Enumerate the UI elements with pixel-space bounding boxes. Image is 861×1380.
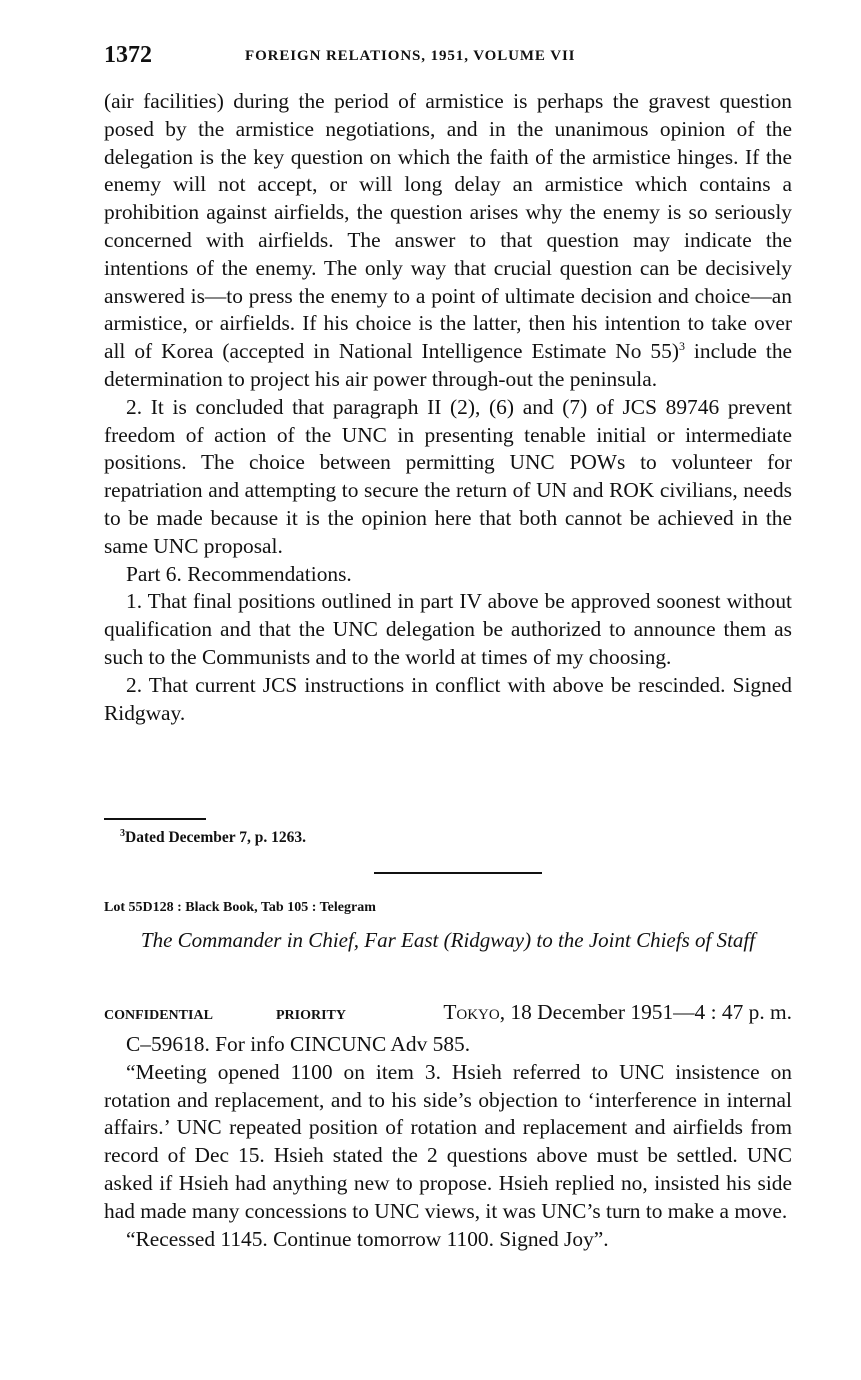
- place: Tokyo,: [443, 1000, 506, 1024]
- classification: CONFIDENTIAL: [104, 1008, 213, 1023]
- paragraph-conclusion: 2. It is concluded that paragraph II (2), (6) and (7) of JCS 89746 prevent freedom of action of the UNC in presenting tenable initial or intermediate positions. The choice between permitting UNC POWs to volunteer for repatriation and attempting to secure the return of UN and ROK civilians, needs to be made because it is the opinion here that both cannot be achieved in the same UNC proposal.: [104, 394, 792, 558]
- footnote: [120, 828, 306, 847]
- running-head: FOREIGN RELATIONS, 1951, VOLUME VII: [245, 48, 576, 64]
- document-title: The Commander in Chief, Far East (Ridgway) to the Joint Chiefs of Staff: [140, 928, 756, 952]
- footnote-reference: 3: [678, 339, 685, 354]
- body-text: [104, 88, 792, 727]
- date-time: 18 December 1951—4 : 47 p. m.: [505, 1000, 792, 1024]
- page-number: 1372: [104, 42, 152, 68]
- footnote-marker: 3: [120, 828, 125, 839]
- footnote-text: Dated December 7, p. 1263.: [125, 829, 306, 847]
- paragraph-air-facilities-end: include the determination to project his air power through-out the peninsula.: [104, 339, 793, 391]
- footnote-divider: [104, 818, 206, 820]
- telegram-reference: C–59618. For info CINCUNC Adv 585.: [126, 1032, 471, 1056]
- place-and-date: [443, 1000, 792, 1025]
- recommendation-1: 1. That final positions outlined in part IV above be approved soonest without qualification and that the UNC delegation be authorized to announce them as such to the Communists and to the world at times of my choosing.: [104, 589, 792, 669]
- priority: PRIORITY: [276, 1008, 347, 1023]
- telegram-paragraph-1: “Meeting opened 1100 on item 3. Hsieh referred to UNC insistence on rotation and replacement, and to his side’s objection to ‘interference in internal affairs.’ UNC repeated position of rotation and replacement and airfields from record of Dec 15. Hsieh stated the 2 questions above must be settled. UNC asked if Hsieh had anything new to propose. Hsieh replied no, insisted his side had made many concessions to UNC views, it was UNC’s turn to make a move.: [104, 1059, 792, 1223]
- paragraph-air-facilities-text: (air facilities) during the period of armistice is perhaps the gravest question posed by the armistice negotiations, and in the unanimous opinion of the delegation is the key question on which the faith of the armistice hinges. If the enemy will not accept, or will long delay an armistice which contains a prohibition against airfields, the question arises why the enemy is so seriously concerned with airfields. The answer to that question may indicate the intentions of the enemy. The only way that crucial question can be decisively answered is—to press the enemy to a point of ultimate decision and choice—an armistice, or airfields. If his choice is the latter, then his intention to take over all of Korea (accepted in National Intelligence Estimate No 55): [104, 89, 792, 364]
- telegram-paragraph-2: “Recessed 1145. Continue tomorrow 1100. Signed Joy”.: [126, 1226, 609, 1251]
- telegram-body: [104, 1031, 792, 1253]
- page-header: [104, 40, 792, 76]
- dateline: [104, 1000, 792, 1030]
- part6-heading: Part 6. Recommendations.: [126, 561, 352, 586]
- recommendation-2: 2. That current JCS instructions in conflict with above be rescinded. Signed Ridgway.: [104, 672, 792, 725]
- document-source: Lot 55D128 : Black Book, Tab 105 : Telegram: [104, 900, 376, 915]
- paragraph-air-facilities: [104, 88, 792, 394]
- section-divider: [374, 872, 542, 874]
